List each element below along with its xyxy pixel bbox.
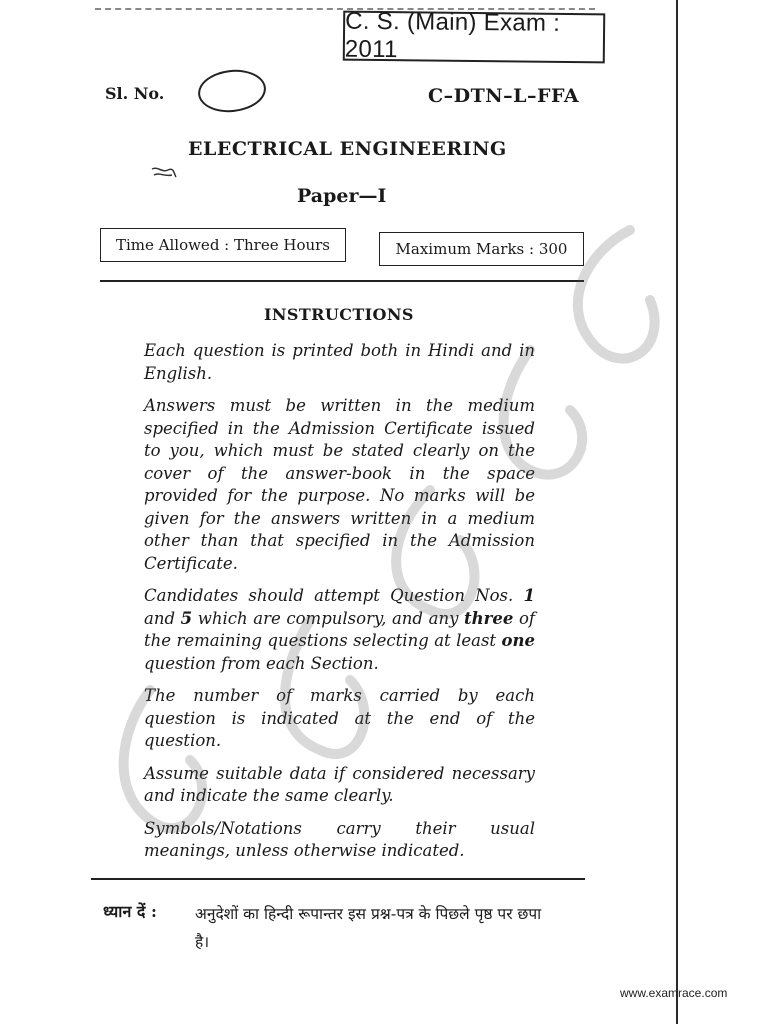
instructions-heading: INSTRUCTIONS <box>264 305 414 324</box>
footer-url: www.examrace.com <box>620 986 728 1000</box>
hindi-note-text: अनुदेशों का हिन्दी रूपान्तर इस प्रश्न-पत्र के पिछले पृष्ठ पर छपा है। <box>195 905 542 951</box>
subject-title: ELECTRICAL ENGINEERING <box>188 138 507 160</box>
emphasis-one: one <box>501 631 535 650</box>
instruction-text: Candidates should attempt Question Nos. <box>144 586 524 605</box>
emphasis-three: three <box>464 608 514 628</box>
instruction-text: question from each Section. <box>144 653 379 673</box>
instructions-list <box>144 340 535 873</box>
serial-number-oval <box>196 67 268 116</box>
maximum-marks-box: Maximum Marks : 300 <box>379 232 584 266</box>
instruction-paragraph: Assume suitable data if considered necessary and indicate the same clearly. <box>144 763 535 805</box>
paper-code: C–DTN–L–FFA <box>428 85 580 107</box>
instruction-paragraph: Each question is printed both in Hindi and in English. <box>144 341 535 383</box>
serial-number-label: Sl. No. <box>105 84 165 103</box>
divider-top <box>100 280 584 282</box>
paper-number: Paper—I <box>297 185 387 207</box>
hindi-note-label: ध्यान दें : <box>103 902 157 921</box>
question-number-5: 5 <box>180 608 193 628</box>
instruction-paragraph: Symbols/Notations carry their usual meanings, unless otherwise indicated. <box>144 818 535 860</box>
instruction-text: of the remaining questions selecting at least <box>144 608 535 650</box>
divider-bottom <box>91 878 585 880</box>
page-edge-line <box>676 0 678 1024</box>
question-number-1: 1 <box>523 586 535 605</box>
instruction-paragraph <box>144 585 535 675</box>
instruction-text: which are compulsory, and any <box>192 608 465 628</box>
instruction-text: and <box>144 608 181 628</box>
instruction-paragraph: Answers must be written in the medium specified in the Admission Certificate issued to you, which must be stated clearly on the cover of the answer-book in the space provided for the purpose. No marks will be given for the answers written in a medium other than that specified in the Admission Certificate. <box>144 396 535 573</box>
pen-mark-icon <box>150 165 178 179</box>
instruction-paragraph: The number of marks carried by each question is indicated at the end of the question. <box>144 686 535 750</box>
exam-stamp: C. S. (Main) Exam : 2011 <box>343 11 606 64</box>
time-allowed-box: Time Allowed : Three Hours <box>100 228 346 262</box>
